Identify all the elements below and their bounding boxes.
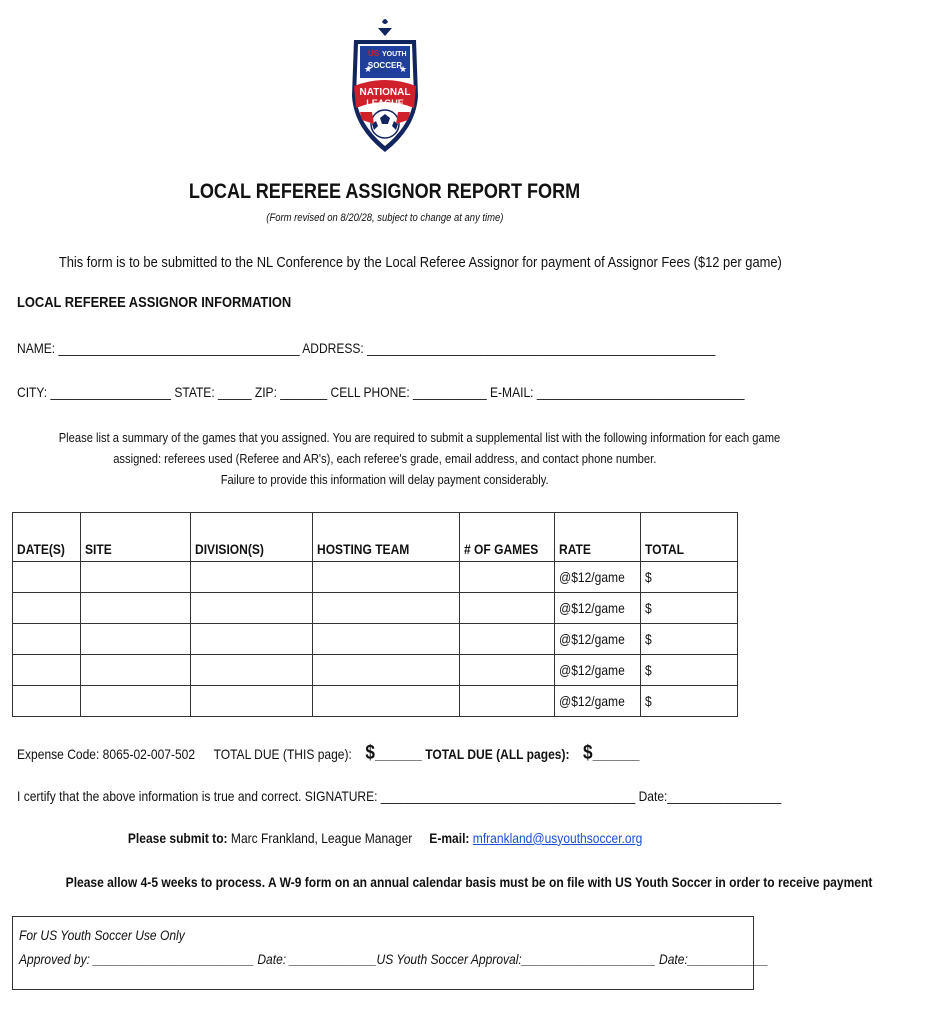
cell-site[interactable] (80, 593, 191, 624)
submit-label: Please submit to: (127, 830, 228, 846)
submit-to-line (0, 830, 770, 846)
cell-total[interactable]: $ (640, 624, 737, 655)
cell-date[interactable] (13, 686, 81, 717)
cell-total[interactable]: $ (640, 655, 737, 686)
cell-num-games[interactable] (459, 624, 554, 655)
cell-date[interactable] (13, 655, 81, 686)
name-address-row[interactable] (17, 340, 829, 356)
total-due-all-pages-field[interactable]: _______ (592, 746, 640, 762)
col-header-site: SITE (80, 513, 191, 562)
form-title (0, 180, 770, 204)
col-header-hosting-team: HOSTING TEAM (312, 513, 459, 562)
cell-total[interactable]: $ (640, 562, 737, 593)
cell-rate: @$12/game (555, 686, 640, 717)
cell-site[interactable] (80, 686, 191, 717)
submit-name: Marc Frankland, League Manager (230, 830, 413, 846)
email-link[interactable]: mfrankland@usyouthsoccer.org (472, 830, 643, 846)
office-use-title (19, 927, 212, 943)
expense-code: Expense Code: 8065-02-007-502 (17, 746, 196, 762)
cell-num-games[interactable] (459, 562, 554, 593)
col-header-dates: DATE(S) (13, 513, 81, 562)
cell-division[interactable] (191, 593, 312, 624)
cell-date[interactable] (13, 593, 81, 624)
instruction-line (0, 472, 770, 487)
processing-notice (0, 874, 873, 890)
instruction-line (0, 430, 781, 445)
games-table (12, 512, 738, 717)
email-label: E-mail: (429, 830, 470, 846)
section-heading (17, 294, 336, 311)
section-heading-text: LOCAL REFEREE ASSIGNOR INFORMATION (17, 294, 292, 311)
table-row (13, 655, 738, 686)
cell-rate: @$12/game (555, 655, 640, 686)
cell-division[interactable] (191, 655, 312, 686)
city-contact-text: CITY: __________________ STATE: _____ ZIP: _______ CELL PHONE: ___________ E-MAIL: _______________________________ (17, 384, 745, 400)
expense-total-line (17, 742, 741, 765)
total-due-all-pages-dollar: $ (583, 742, 593, 764)
city-contact-row[interactable] (17, 384, 863, 400)
cell-hosting-team[interactable] (312, 624, 459, 655)
logo-text-national: NATIONAL (359, 87, 411, 98)
national-league-logo (344, 16, 426, 156)
total-due-this-page-label: TOTAL DUE (THIS page): (213, 746, 352, 762)
instruction-line (0, 451, 770, 466)
cell-num-games[interactable] (459, 655, 554, 686)
form-title-text: LOCAL REFEREE ASSIGNOR REPORT FORM (189, 180, 581, 203)
cell-num-games[interactable] (459, 593, 554, 624)
cell-total[interactable]: $ (640, 593, 737, 624)
table-row (13, 593, 738, 624)
cell-num-games[interactable] (459, 686, 554, 717)
cell-hosting-team[interactable] (312, 686, 459, 717)
cell-hosting-team[interactable] (312, 655, 459, 686)
total-due-this-page-field[interactable]: _______ (374, 746, 422, 762)
col-header-rate: RATE (555, 513, 640, 562)
cell-date[interactable] (13, 562, 81, 593)
col-header-divisions: DIVISION(S) (191, 513, 312, 562)
cell-division[interactable] (191, 686, 312, 717)
office-use-title-text: For US Youth Soccer Use Only (19, 927, 185, 943)
submit-to-content (128, 830, 642, 846)
cell-hosting-team[interactable] (312, 562, 459, 593)
form-intro-text: This form is to be submitted to the NL Conference by the Local Referee Assignor for payment of Assignor Fees ($12 per game) (58, 254, 782, 271)
cell-division[interactable] (191, 624, 312, 655)
cell-hosting-team[interactable] (312, 593, 459, 624)
table-row (13, 686, 738, 717)
logo-text-youth: YOUTH (382, 51, 407, 58)
logo-text-us: US (368, 49, 380, 58)
cell-site[interactable] (80, 655, 191, 686)
cell-date[interactable] (13, 624, 81, 655)
form-subtitle (0, 212, 770, 224)
form-intro (0, 254, 782, 271)
logo-text-soccer: SOCCER (367, 61, 403, 70)
certify-text: I certify that the above information is true and correct. SIGNATURE: ______________________________________ Date:_________________ (17, 788, 782, 804)
cell-rate: @$12/game (555, 562, 640, 593)
table-row (13, 624, 738, 655)
total-due-all-pages-label: TOTAL DUE (ALL pages): (425, 746, 570, 762)
cell-division[interactable] (191, 562, 312, 593)
name-address-text: NAME: ____________________________________ ADDRESS: ____________________________________________________ (17, 340, 716, 356)
cell-rate: @$12/game (555, 593, 640, 624)
processing-notice-text: Please allow 4-5 weeks to process. A W-9 form on an annual calendar basis must be on file with US Youth Soccer in order to receive payment (65, 874, 873, 890)
office-approval-line[interactable] (19, 951, 890, 967)
form-subtitle-text: (Form revised on 8/20/28, subject to change at any time) (266, 212, 504, 224)
office-approval-text: Approved by: ________________________ Date: _____________US Youth Soccer Approval:____________________ Date:____________ (19, 951, 769, 967)
cell-site[interactable] (80, 624, 191, 655)
instruction-text: Please list a summary of the games that you assigned. You are required to submit a supplemental list with the following information for each game (58, 430, 781, 445)
total-due-this-page-dollar: $ (365, 742, 375, 764)
instruction-text: Failure to provide this information will delay payment considerably. (221, 472, 549, 487)
cell-site[interactable] (80, 562, 191, 593)
cell-total[interactable]: $ (640, 686, 737, 717)
certify-signature-line[interactable] (17, 788, 906, 804)
svg-text:★: ★ (399, 65, 408, 75)
expense-total-content (17, 742, 640, 765)
office-use-box (12, 916, 769, 990)
table-header-row (13, 513, 738, 562)
cell-rate: @$12/game (555, 624, 640, 655)
table-row (13, 562, 738, 593)
col-header-total: TOTAL (640, 513, 737, 562)
svg-text:★: ★ (364, 65, 373, 75)
instruction-text: assigned: referees used (Referee and AR's), each referee's grade, email address, and contact phone number. (113, 451, 657, 466)
logo-text-league: LEAGUE (366, 98, 404, 108)
col-header-num-games: # OF GAMES (459, 513, 554, 562)
